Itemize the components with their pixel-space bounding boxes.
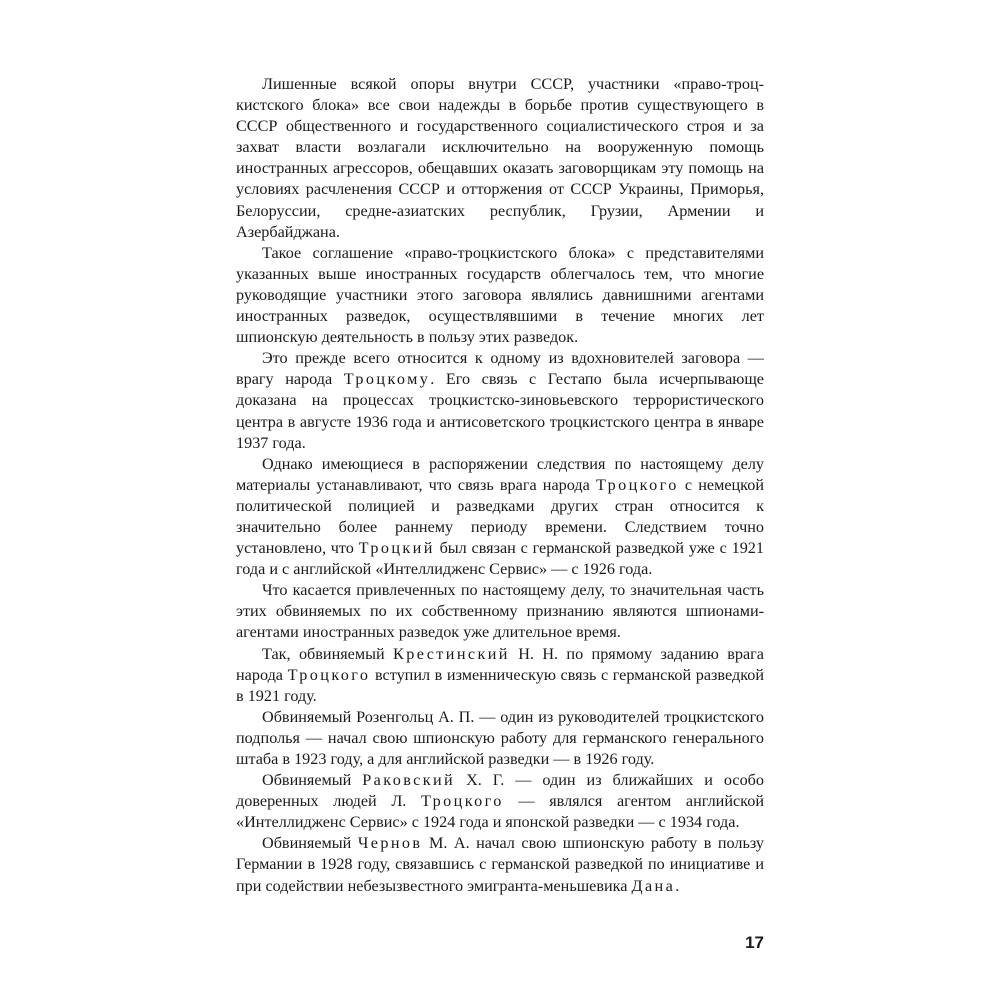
paragraph-text: Что касается привлеченных по настоящему делу, то значительная часть этих обвиняемых по их собственному признанию являются шпионами-агентами иностранных разведок уже длительное время.	[236, 581, 764, 642]
text-segment: Так, обвиняемый	[262, 644, 394, 663]
paragraph-7	[236, 707, 764, 770]
paragraph-3	[236, 348, 764, 453]
paragraph-6	[236, 644, 764, 707]
text-segment: Обвиняемый	[262, 771, 363, 790]
text-segment: Х. Г. — один из ближайших и особо доверенных людей Л.	[236, 771, 765, 811]
text-segment: Обвиняемый	[262, 834, 358, 853]
paragraph-8	[236, 770, 764, 833]
spaced-name-trotsky: Троцкого	[287, 665, 371, 684]
text-segment: вступил в изменническую связь с германской разведкой в 1921 году.	[236, 665, 764, 705]
text-block	[236, 74, 764, 897]
text-segment: Н. Н. по прямому заданию врага народа	[236, 644, 764, 684]
paragraph-2	[236, 243, 764, 348]
text-segment: — являлся агентом английской «Интеллидженс Сервис» с 1924 года и японской разведки — с 1934 года.	[236, 792, 764, 832]
text-segment: Это прежде всего относится к одному из вдохновителей заговора — врагу народа	[236, 349, 764, 389]
paragraph-text: Такое соглашение «право-троцкистского блока» с представителями указанных выше иностранных государств облегчалось тем, что многие руководящие участники этого заговора являлись давнишними агентами иностранных разведок, осуществлявшими в течение многих лет шпионскую деятельность в пользу этих разведок.	[236, 243, 764, 347]
paragraph-text: Лишенные всякой опоры внутри СССР, участники «право-троцкистского блока» все свои надежды в борьбе против существующего в СССР общественного и государственного социалистического строя и за захват власти возлагали исключительно на вооруженную помощь иностранных агрессоров, обещавших оказать заговорщикам эту помощь на условиях расчленения СССР и отторжения от СССР Украины, Приморья, Белоруссии, средне-азиатских республик, Грузии, Армении и Азербайджана.	[236, 75, 764, 241]
spaced-name-rakovsky: Раковский	[362, 771, 456, 790]
spaced-name-krestinsky: Крестинский	[393, 644, 510, 663]
spaced-name-chernov: Чернов	[357, 834, 423, 853]
spaced-name-trotsky: Троцкому	[343, 370, 431, 389]
paragraph-9	[236, 833, 764, 896]
page-number: 17	[745, 933, 764, 952]
paragraph-1	[236, 74, 764, 243]
text-segment: . Его связь с Гестапо была исчерпывающе доказана на процессах троцкистско-зиновьевского террористического центра в августе 1936 года и антисоветского троцкистского центра в январе 1937 года.	[236, 370, 764, 452]
paragraph-4	[236, 454, 764, 581]
text-segment: Однако имеющиеся в распоряжении следствия по настоящему делу материалы устанавливают, что связь врага народа	[236, 454, 764, 494]
spaced-name-dan: Дана	[631, 876, 676, 895]
text-segment: М. А. начал свою шпионскую работу в пользу Германии в 1928 году, связавшись с германской разведкой по инициативе и при содействии небезызвестного эмигранта-меньшевика	[236, 834, 765, 895]
text-segment: с немецкой политической полицией и разведками других стран относится к значительно более раннему периоду времени. Следствием точно установлено, что	[236, 475, 764, 558]
spaced-name-trotsky: Троцкого	[420, 792, 504, 811]
spaced-name-trotsky: Троцкий	[358, 539, 435, 558]
text-segment: был связан с германской разведкой уже с 1921 года и с английской «Интеллидженс Сервис» — с 1926 года.	[236, 539, 764, 579]
paragraph-text: Обвиняемый Розенгольц А. П. — один из руководителей троцкистского подполья — начал свою шпионскую работу для германского генерального штаба в 1923 году, а для английской разведки — в 1926 году.	[236, 707, 764, 768]
paragraph-5	[236, 580, 764, 643]
spaced-name-trotsky: Троцкого	[595, 475, 679, 494]
text-segment: .	[675, 876, 680, 895]
